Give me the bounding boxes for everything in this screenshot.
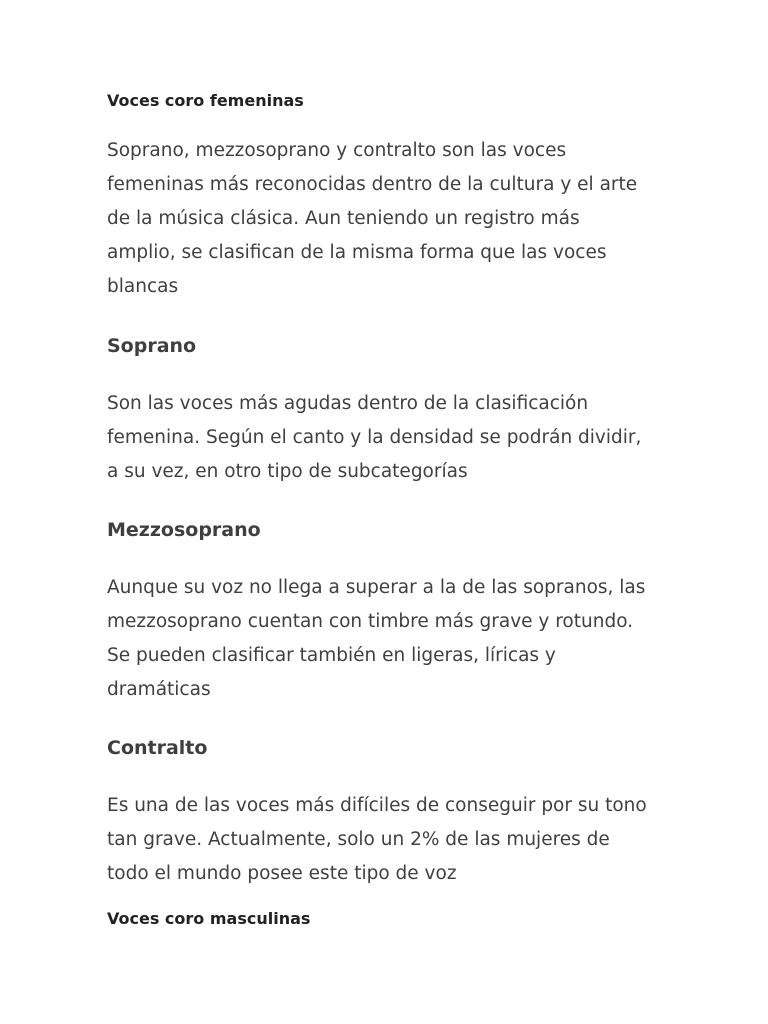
heading-contralto: Contralto <box>107 737 208 759</box>
paragraph-line: Soprano, mezzosoprano y contralto son las voces <box>107 140 567 161</box>
paragraph-line: femenina. Según el canto y la densidad se podrán dividir, <box>107 427 642 448</box>
paragraph-line: todo el mundo posee este tipo de voz <box>107 863 457 884</box>
paragraph-line: tan grave. Actualmente, solo un 2% de las mujeres de <box>107 829 610 850</box>
paragraph-line: amplio, se clasifican de la misma forma que las voces <box>107 242 607 263</box>
paragraph-line: Se pueden clasificar también en ligeras, líricas y <box>107 645 556 666</box>
paragraph-line: Son las voces más agudas dentro de la clasificación <box>107 393 589 414</box>
intro-paragraph <box>107 134 667 304</box>
paragraph-line: dramáticas <box>107 679 211 700</box>
paragraph-line: Es una de las voces más difíciles de conseguir por su tono <box>107 795 647 816</box>
paragraph-line: de la música clásica. Aun teniendo un registro más <box>107 208 580 229</box>
heading-soprano: Soprano <box>107 335 197 357</box>
heading-female-voices: Voces coro femeninas <box>107 91 304 110</box>
paragraph-line: mezzosoprano cuentan con timbre más grave y rotundo. <box>107 611 634 632</box>
heading-male-voices: Voces coro masculinas <box>107 909 311 928</box>
paragraph-line: femeninas más reconocidas dentro de la cultura y el arte <box>107 174 638 195</box>
heading-mezzosoprano: Mezzosoprano <box>107 519 261 541</box>
paragraph-line: Aunque su voz no llega a superar a la de las sopranos, las <box>107 577 646 598</box>
soprano-paragraph <box>107 387 667 489</box>
paragraph-line: blancas <box>107 276 179 297</box>
paragraph-line: a su vez, en otro tipo de subcategorías <box>107 461 468 482</box>
contralto-paragraph <box>107 789 667 891</box>
mezzosoprano-paragraph <box>107 571 667 707</box>
